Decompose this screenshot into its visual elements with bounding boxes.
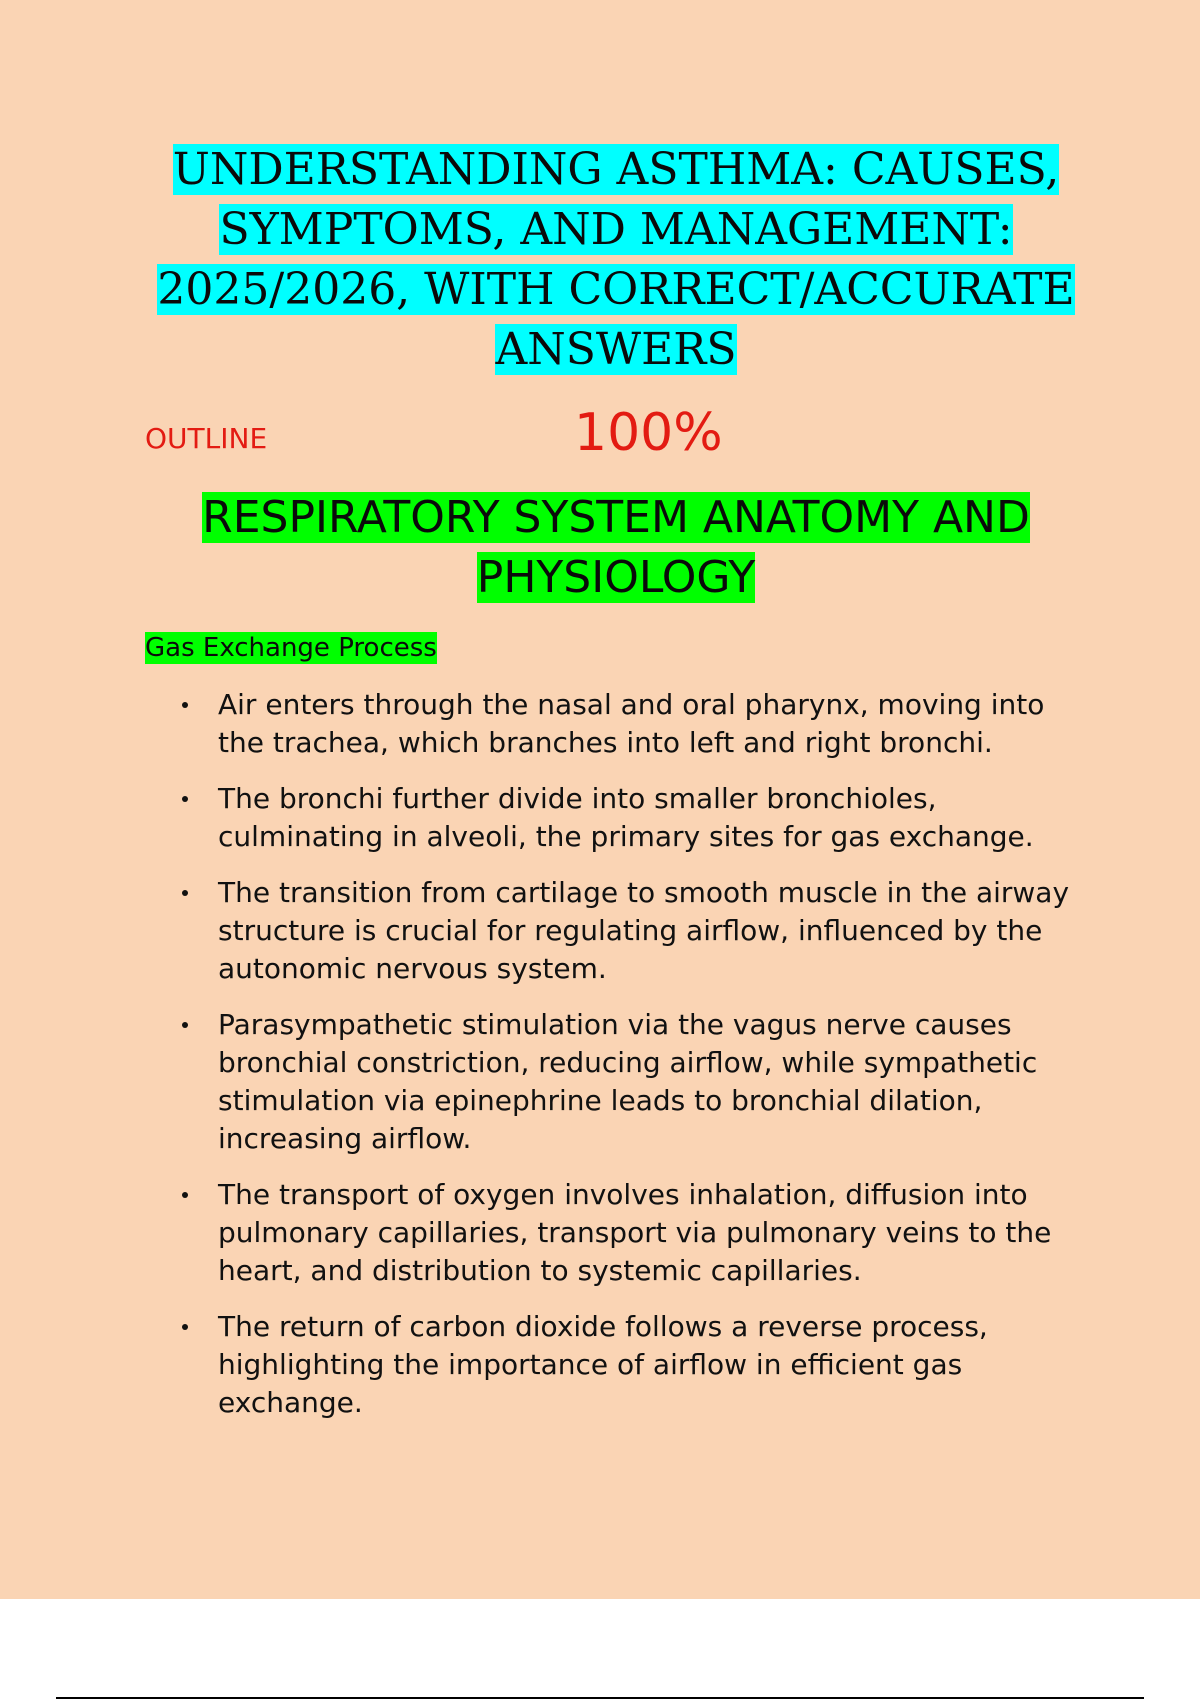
subheading-gas-exchange: Gas Exchange Process xyxy=(145,633,437,663)
list-item-text: The bronchi further divide into smaller bronchioles, culminating in alveoli, the primary sites for gas exchange. xyxy=(218,782,1034,853)
section-heading-line: PHYSIOLOGY xyxy=(476,552,756,603)
footer-divider xyxy=(56,1697,1144,1699)
list-item-text: The transport of oxygen involves inhalation, diffusion into pulmonary capillaries, transport via pulmonary veins to the heart, and distribution to systemic capillaries. xyxy=(218,1178,1052,1287)
bullet-icon xyxy=(182,702,188,708)
document-title xyxy=(120,140,1112,380)
bullet-icon xyxy=(182,1324,188,1330)
list-item xyxy=(0,874,1200,988)
list-item xyxy=(0,1006,1200,1158)
list-item xyxy=(0,686,1200,762)
bullet-list xyxy=(0,686,1200,1440)
list-item-text: Parasympathetic stimulation via the vagus nerve causes bronchial constriction, reducing airflow, while sympathetic stimulation via epinephrine leads to bronchial dilation, increasing airflow. xyxy=(218,1008,1038,1155)
list-item-text: The transition from cartilage to smooth muscle in the airway structure is crucial for regulating airflow, influenced by the autonomic nervous system. xyxy=(218,876,1070,985)
list-item-text: Air enters through the nasal and oral pharynx, moving into the trachea, which branches into left and right bronchi. xyxy=(218,688,1045,759)
bullet-icon xyxy=(182,1192,188,1198)
title-line: 2025/2026, WITH CORRECT/ACCURATE xyxy=(157,264,1075,315)
section-heading-line: RESPIRATORY SYSTEM ANATOMY AND xyxy=(202,492,1030,543)
title-line: SYMPTOMS, AND MANAGEMENT: xyxy=(219,204,1013,255)
bullet-icon xyxy=(182,1022,188,1028)
bullet-icon xyxy=(182,890,188,896)
list-item xyxy=(0,1308,1200,1422)
score-label: 100% xyxy=(574,403,723,463)
outline-label: OUTLINE xyxy=(145,422,268,455)
list-item xyxy=(0,780,1200,856)
section-heading xyxy=(140,488,1092,608)
bullet-icon xyxy=(182,796,188,802)
title-line: UNDERSTANDING ASTHMA: CAUSES, xyxy=(172,144,1060,195)
title-line: ANSWERS xyxy=(495,324,737,375)
list-item-text: The return of carbon dioxide follows a reverse process, highlighting the importance of airflow in efficient gas exchange. xyxy=(218,1310,988,1419)
list-item xyxy=(0,1176,1200,1290)
